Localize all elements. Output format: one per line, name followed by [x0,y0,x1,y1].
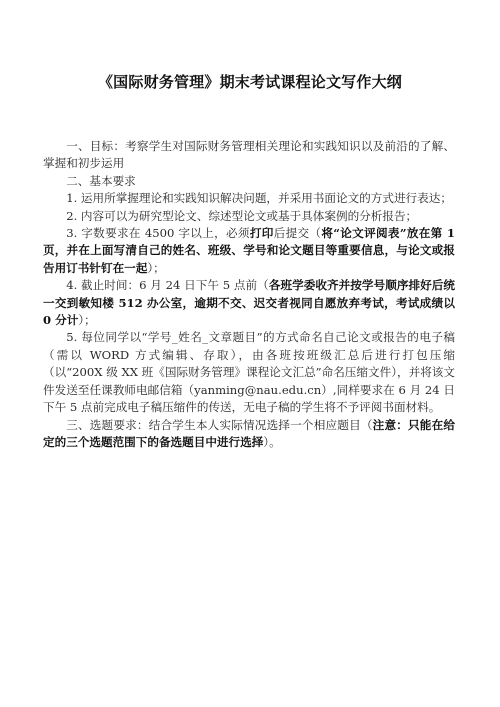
item4-text-c: ）； [78,313,96,328]
item4-text-a: 4. 截止时间：6 月 24 日下午 5 点前（ [66,278,269,293]
requirement-item-4 [43,277,455,329]
requirement-item-3 [43,225,455,277]
requirement-item-2: 2. 内容可以为研究型论文、综述型论文或基于具体案例的分析报告； [66,208,418,223]
requirement-item-5: 5. 每位同学以“学号_姓名_文章题目”的方式命名自己论文或报告的电子稿（需以 WORD 方式编辑、存取），由各班按班级汇总后进行打包压缩（以“200X 级 XX 班《国际财务管理》课程论文汇总”命名压缩文件），并将该文件发送至任课教师电邮信箱（yanming@nau.edu.cn）,同样要求在 6 月 24 日下午 5 点前完成电子稿压缩件的传送，无电子稿的学生将不予评阅书面材料。 [43,330,455,415]
item3-text-c: 后提交（ [273,226,322,241]
item3-bold-instructions: 将“论文评阅表”放在第 1 页，并在上面写清自己的姓名、班级、学号和论文题目等重要信息，与论文或报告用订书针钉在一起 [43,226,455,275]
topic-requirements [43,417,455,452]
basic-requirements-heading: 二、基本要求 [66,173,136,188]
item6-bold-note: 注意：只能在给定的三个选题范围下的备选题目中进行选择 [43,417,455,449]
item3-bold-print: 打印 [249,226,274,241]
item6-text-c: ）。 [263,434,281,449]
document-body [43,138,455,451]
goal-paragraph: 一、目标：考察学生对国际财务管理相关理论和实践知识以及前沿的了解、掌握和初步运用 [43,139,455,171]
item3-text-a: 3. 字数要求在 4500 字以上，必须 [66,226,250,241]
requirement-item-1: 1. 运用所掌握理论和实践知识解决问题，并采用书面论文的方式进行表达； [66,191,452,206]
item4-bold-instructions: 各班学委收齐并按学号顺序排好后统一交到敏知楼 512 办公室，逾期不交、迟交者视同自愿放弃考试，考试成绩以 0 分计 [43,278,455,328]
item6-text-a: 三、选题要求：结合学生本人实际情况选择一个相应题目（ [66,417,373,432]
item3-text-e: ）； [147,260,165,275]
document-title: 《国际财务管理》期末考试课程论文写作大纲 [97,73,402,91]
